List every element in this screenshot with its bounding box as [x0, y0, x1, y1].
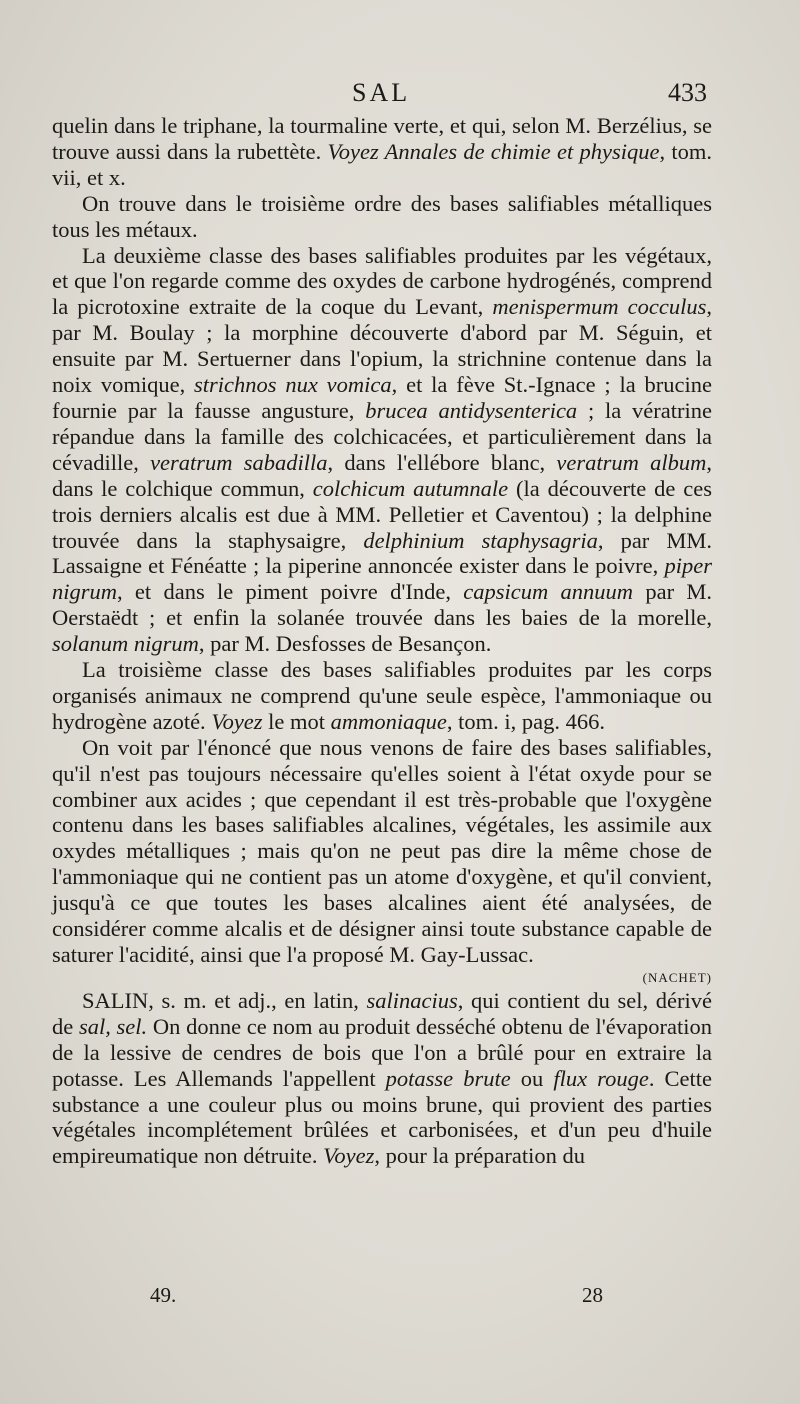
italic-text-segment: Voyez: [323, 1143, 375, 1169]
page-number: 433: [668, 78, 707, 107]
italic-text-segment: Voyez Annales de chimie et physique: [327, 138, 660, 164]
text-segment: , et dans le piment poivre d'Inde,: [117, 579, 464, 605]
text-segment: , et la fève St.-Ignace ; la brucine fournie par la fausse angusture,: [52, 372, 713, 423]
text-segment: , dans le colchique commun,: [52, 449, 712, 501]
body-text: [52, 113, 712, 1169]
paragraph: [52, 735, 712, 968]
italic-text-segment: veratrum sabadilla: [150, 449, 328, 475]
dictionary-entry-salin: [52, 988, 712, 1169]
italic-text-segment: potasse brute: [385, 1065, 511, 1091]
text-segment: , par MM. Lassaigne et Fénéatte ; la piperine annoncée exister dans le poivre,: [52, 527, 712, 579]
italic-text-segment: capsicum annuum: [463, 579, 634, 605]
italic-text-segment: veratrum album: [556, 449, 707, 475]
text-segment: On voit par l'énoncé que nous venons de faire des bases salifiables, qu'il n'est pas toujours nécessaire qu'elles soient à l'état oxyde pour se combiner aux acides ; que cependant il est très-probable que l'oxygène contenu dans les bases salifiables alcalines, végétales, les assimile aux oxydes métalliques ; mais qu'on ne peut pas dire la même chose de l'ammoniaque qui ne contient pas un atome d'oxygène, et qu'il convient, jusqu'à ce que toutes les bases alcalines aient été analysées, de considérer comme alcalis et de désigner ainsi toute substance capable de saturer l'acidité, ainsi que l'a proposé M. Gay-Lussac.: [52, 734, 712, 967]
paragraph: [52, 657, 712, 735]
italic-text-segment: colchicum autumnale: [312, 475, 509, 501]
page-footer: [0, 1283, 800, 1313]
italic-text-segment: strichnos nux vomica: [194, 372, 392, 398]
text-segment: , s. m. et adj., en latin,: [148, 987, 367, 1013]
text-segment: ou: [510, 1065, 554, 1091]
text-segment: , tom. vii, et x.: [52, 138, 712, 190]
italic-text-segment: flux rouge: [553, 1065, 649, 1091]
running-head: [0, 78, 800, 112]
text-segment: La troisième classe des bases salifiables produites par les corps organisés animaux ne comprend qu'une seule espèce, l'ammoniaque ou hydrogène azoté.: [52, 657, 712, 734]
signature-mark: 49.: [150, 1283, 177, 1307]
text-segment: On donne ce nom au produit desséché obtenu de l'évaporation de la lessive de cendres de bois que l'on a brûlé pour en extraire la potasse. Les Allemands l'appellent: [52, 1013, 712, 1091]
italic-text-segment: salinacius: [366, 987, 458, 1013]
text-segment: , qui contient du sel, dérivé de: [52, 987, 712, 1039]
italic-text-segment: solanum nigrum: [52, 631, 199, 657]
italic-text-segment: delphinium staphysagria: [363, 527, 598, 553]
author-signature: (NACHET): [642, 969, 712, 985]
text-segment: quelin dans le triphane, la tourmaline verte, et qui, selon M. Berzélius, se trouve aussi dans la rubettète.: [52, 113, 712, 164]
italic-text-segment: Voyez: [211, 708, 263, 734]
text-segment: , dans l'ellébore blanc,: [327, 449, 557, 475]
italic-text-segment: sal, sel.: [78, 1013, 148, 1039]
italic-text-segment: menispermum cocculus: [492, 294, 707, 320]
text-segment: (la découverte de ces trois derniers alcalis est due à MM. Pelletier et Caventou) ; la delphine trouvée dans la staphysaigre,: [52, 475, 712, 553]
text-segment: , pour la préparation du: [374, 1143, 585, 1169]
text-segment: . Cette substance a une couleur plus ou moins brune, qui provient des parties végétales incomplétement brûlées et carbonisées, et d'un peu d'huile empireumatique non détruite.: [52, 1065, 713, 1169]
paragraph: [52, 191, 712, 243]
italic-text-segment: ammoniaque: [330, 708, 447, 734]
text-segment: , par M. Boulay ; la morphine découverte d'abord par M. Séguin, et ensuite par M. Sertuerner dans l'opium, la strichnine contenue dans la noix vomique,: [52, 294, 712, 398]
text-segment: par M. Oerstaëdt ; et enfin la solanée trouvée dans les baies de la morelle,: [52, 579, 712, 631]
text-segment: ; la vératrine répandue dans la famille des colchicacées, et particulièrement dans la cévadille,: [52, 397, 712, 475]
italic-text-segment: brucea antidysenterica: [365, 397, 578, 423]
paragraph: [52, 113, 712, 191]
text-segment: On trouve dans le troisième ordre des bases salifiables métalliques tous les métaux.: [52, 190, 712, 242]
sheet-number: 28: [582, 1283, 603, 1307]
running-head-title: SAL: [352, 78, 411, 107]
text-segment: , tom. i, pag. 466.: [446, 708, 606, 734]
text-segment: le mot: [262, 708, 331, 734]
paragraph: [52, 243, 712, 658]
text-segment: La deuxième classe des bases salifiables produites par les végétaux, et que l'on regarde comme des oxydes de carbone hydrogénés, comprend la picrotoxine extraite de la coque du Levant,: [52, 242, 712, 320]
text-segment: , par M. Desfosses de Besançon.: [198, 631, 492, 657]
italic-text-segment: piper nigrum: [52, 553, 712, 605]
text-segment: SALIN: [82, 987, 149, 1013]
